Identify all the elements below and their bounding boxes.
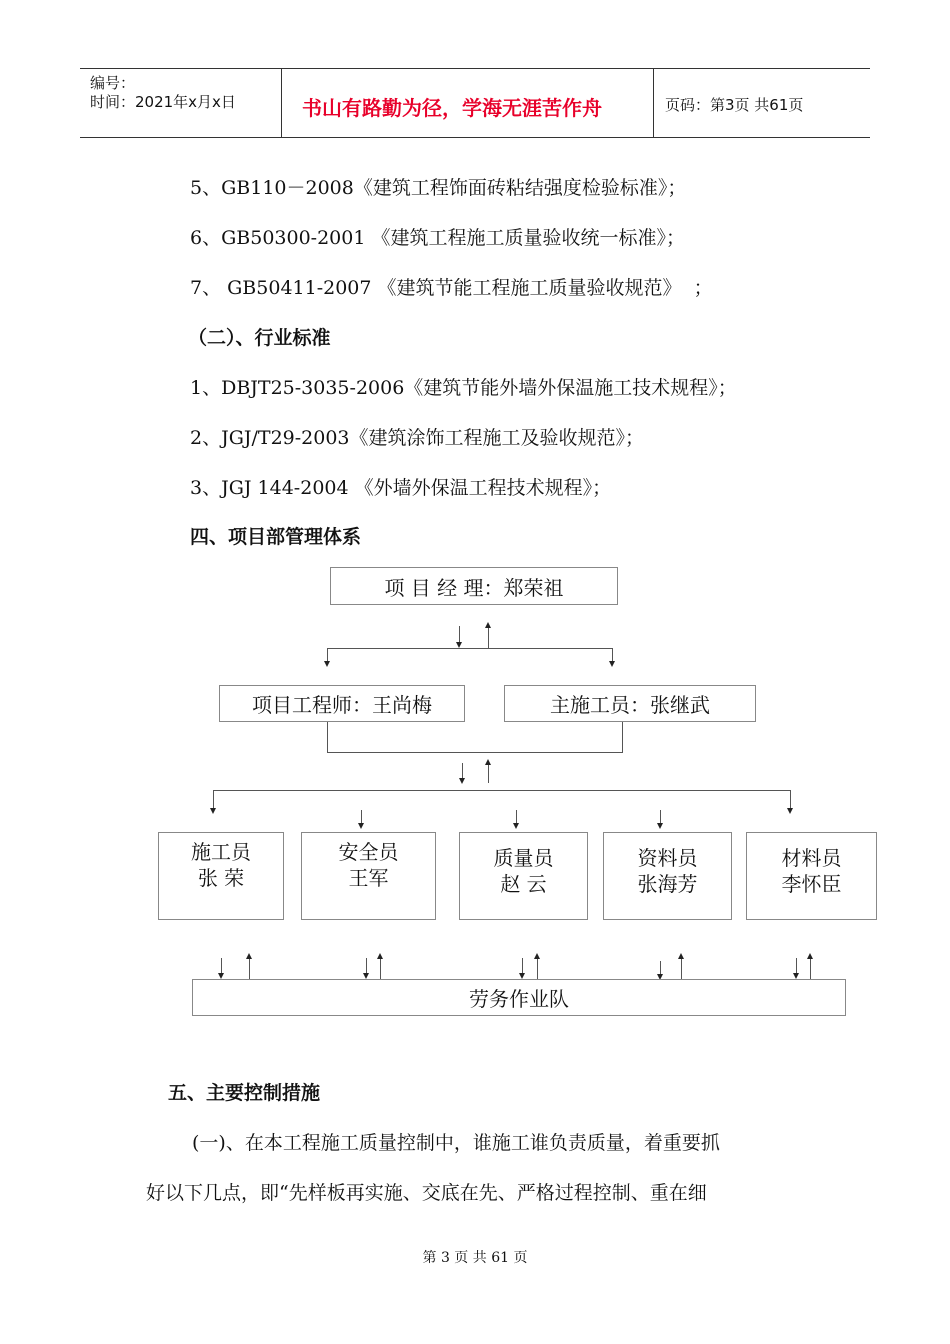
staff-role: 质量员 <box>493 846 554 870</box>
arrow-down-icon <box>324 661 330 667</box>
arrow-down-icon <box>787 808 793 814</box>
connector-line <box>622 722 623 752</box>
connector-line <box>462 763 463 779</box>
staff-name: 李怀臣 <box>781 872 842 896</box>
org-supervisor-label: 主施工员：张继武 <box>550 693 710 717</box>
arrow-down-icon <box>513 823 519 829</box>
connector-line <box>213 790 214 810</box>
arrow-down-icon <box>210 808 216 814</box>
section-heading: 五、主要控制措施 <box>168 1082 321 1104</box>
org-box-staff <box>746 832 877 920</box>
standard-item: 7、 GB50411-2007 《建筑节能工程施工质量验收规范》 ； <box>190 277 713 299</box>
org-box-team <box>192 979 846 1016</box>
paragraph-line: 好以下几点，即“先样板再实施、交底在先、严格过程控制、重在细 <box>146 1182 707 1204</box>
section-heading: （二）、行业标准 <box>188 327 331 349</box>
connector-line <box>612 648 613 662</box>
standard-item: 5、GB110－2008《建筑工程饰面砖粘结强度检验标准》； <box>190 177 687 199</box>
standard-item: 6、GB50300-2001 《建筑工程施工质量验收统一标准》； <box>190 227 685 249</box>
org-manager-label: 项 目 经 理：郑荣祖 <box>384 575 564 600</box>
org-team-label: 劳务作业队 <box>469 987 569 1011</box>
connector-line <box>516 810 517 824</box>
connector-line <box>327 752 623 753</box>
paragraph-line: (一)、在本工程施工质量控制中，谁施工谁负责质量，着重要抓 <box>192 1132 720 1154</box>
connector-line <box>327 648 613 649</box>
connector-line <box>366 958 367 974</box>
staff-name: 王军 <box>348 866 389 890</box>
arrow-up-icon <box>485 759 491 765</box>
connector-line <box>660 810 661 824</box>
arrow-down-icon <box>609 661 615 667</box>
arrow-up-icon <box>485 622 491 628</box>
arrow-up-icon <box>534 953 540 959</box>
standard-item: 3、JGJ 144-2004 《外墙外保温工程技术规程》； <box>190 477 612 499</box>
document-header <box>80 68 870 138</box>
staff-name: 张 荣 <box>197 866 245 890</box>
section-heading: 四、项目部管理体系 <box>190 526 362 548</box>
arrow-up-icon <box>807 953 813 959</box>
connector-line <box>213 790 791 791</box>
arrow-up-icon <box>678 953 684 959</box>
header-divider <box>281 69 282 137</box>
org-box-staff <box>301 832 436 920</box>
page-footer: 第 3 页 共 61 页 <box>422 1250 528 1266</box>
connector-line <box>361 810 362 824</box>
org-engineer-label: 项目工程师：王尚梅 <box>252 693 432 717</box>
org-box-supervisor <box>504 685 756 722</box>
staff-role: 施工员 <box>191 840 251 864</box>
staff-role: 资料员 <box>637 846 698 870</box>
staff-name: 赵 云 <box>500 872 547 896</box>
org-box-staff <box>158 832 284 920</box>
arrow-up-icon <box>246 953 252 959</box>
connector-line <box>327 722 328 752</box>
org-box-staff <box>459 832 588 920</box>
document-date: 时间：2021年x月x日 <box>90 93 236 111</box>
header-divider <box>653 69 654 137</box>
arrow-down-icon <box>657 823 663 829</box>
staff-name: 张海芳 <box>637 872 698 896</box>
standard-item: 2、JGJ/T29-2003《建筑涂饰工程施工及验收规范》； <box>190 427 645 449</box>
page-info: 页码：第3页 共61页 <box>665 96 804 114</box>
connector-line <box>522 958 523 974</box>
connector-line <box>327 648 328 662</box>
arrow-down-icon <box>459 778 465 784</box>
arrow-down-icon <box>358 823 364 829</box>
document-number-label: 编号： <box>90 74 136 92</box>
staff-role: 材料员 <box>781 846 842 870</box>
connector-line <box>796 958 797 974</box>
standard-item: 1、DBJT25-3035-2006《建筑节能外墙外保温施工技术规程》； <box>190 377 737 399</box>
connector-line <box>660 961 661 975</box>
org-box-manager <box>330 567 618 605</box>
arrow-up-icon <box>377 953 383 959</box>
staff-role: 安全员 <box>338 840 399 864</box>
connector-line <box>790 790 791 810</box>
header-motto: 书山有路勤为径，学海无涯苦作舟 <box>302 96 602 120</box>
connector-line <box>221 958 222 974</box>
org-box-staff <box>603 832 732 920</box>
org-box-engineer <box>219 685 465 722</box>
